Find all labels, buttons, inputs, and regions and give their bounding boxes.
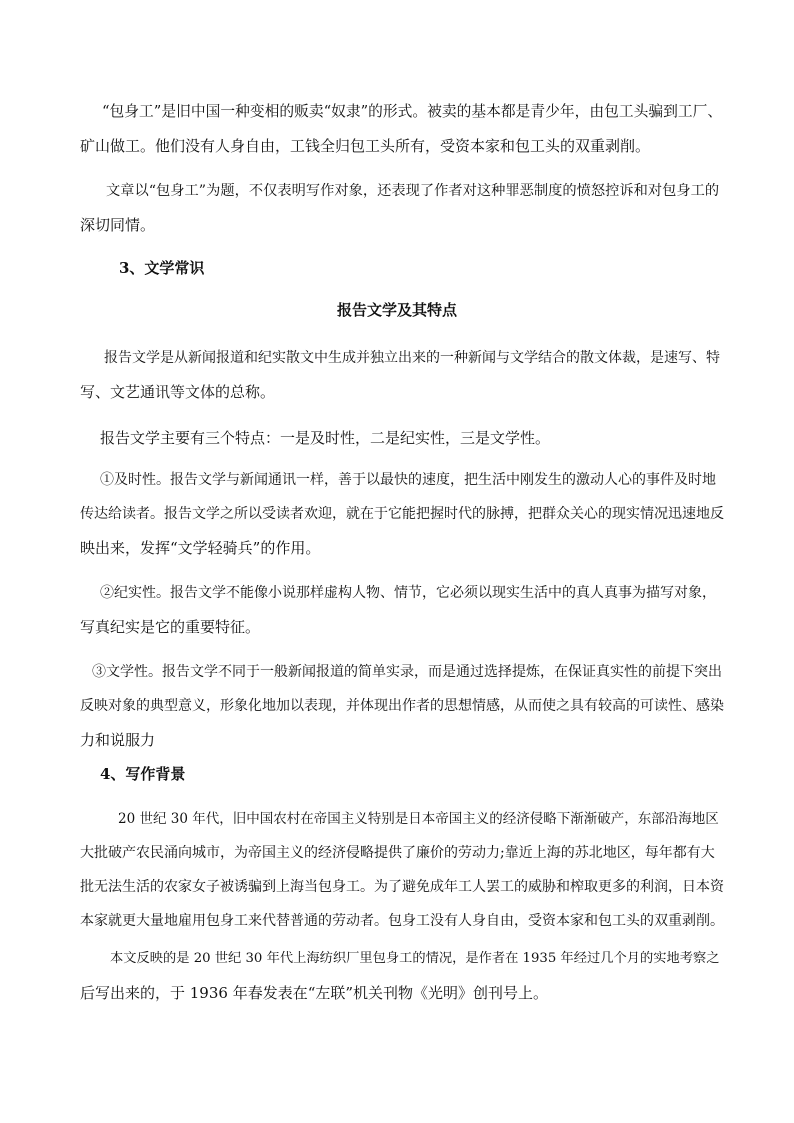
paragraph-line: 本文反映的是 20 世纪 30 年代上海纺织厂里包身工的情况，是作者在 1935 年经过几个月的实地考察之 <box>110 951 720 966</box>
paragraph-literariness <box>80 655 724 757</box>
paragraph-line: 力和说服力 <box>80 731 156 749</box>
paragraph-line: ③文学性。报告文学不同于一般新闻报道的简单实录，而是通过选择提炼，在保证真实性的前提下突出 <box>92 664 722 680</box>
paragraph-line: 批无法生活的农家女子被诱骗到上海当包身工。为了避免成年工人罢工的威胁和榨取更多的利润，日本资 <box>80 879 724 895</box>
paragraph-line: “包身工”是旧中国一种变相的贩卖“奴隶”的形式。被卖的基本都是青少年，由包工头骗到工厂、 <box>102 103 723 120</box>
paragraph-line: 文章以“包身工”为题，不仅表明写作对象，还表现了作者对这种罪恶制度的愤怒控诉和对包身工的 <box>106 183 720 199</box>
paragraph-line: 报告文学是从新闻报道和纪实散文中生成并独立出来的一种新闻与文学结合的散文体裁，是速写、特 <box>104 350 720 366</box>
paragraph-timeliness <box>80 463 724 565</box>
paragraph-line: 本家就更大量地雇用包身工来代替普通的劳动者。包身工没有人身自由，受资本家和包工头的双重剥削。 <box>80 913 724 929</box>
paragraph-historical-background <box>80 802 724 938</box>
paragraph-documentary <box>80 576 724 644</box>
paragraph-line: ②纪实性。报告文学不能像小说那样虚构人物、情节，它必须以现实生活中的真人真事为描写对象， <box>100 585 716 601</box>
paragraph-line: 矿山做工。他们没有人身自由，工钱全归包工头所有，受资本家和包工头的双重剥削。 <box>80 137 651 155</box>
paragraph-line: 映出来，发挥“文学轻骑兵”的作用。 <box>80 539 321 557</box>
paragraph-line: 写真纪实是它的重要特征。 <box>80 618 261 636</box>
paragraph-baoshengong-definition <box>80 95 724 163</box>
section-heading-literary-knowledge: 3、文学常识 <box>119 259 205 277</box>
paragraph-line: 写、文艺通讯等文体的总称。 <box>80 383 276 401</box>
paragraph-line: 反映对象的典型意义，形象化地加以表现，并体现出作者的思想情感，从而使之具有较高的可读性、感染 <box>80 698 724 714</box>
paragraph-line: 后写出来的，于 1936 年春发表在“左联”机关刊物《光明》创刊号上。 <box>80 984 549 1002</box>
subsection-title-report-literature: 报告文学及其特点 <box>336 301 457 319</box>
paragraph-three-features <box>80 421 724 455</box>
paragraph-line: ①及时性。报告文学与新闻通讯一样，善于以最快的速度，把生活中刚发生的激动人心的事件及时地 <box>100 472 716 488</box>
paragraph-line: 传达给读者。报告文学之所以受读者欢迎，就在于它能把握时代的脉搏，把群众关心的现实情况迅速地反 <box>80 506 724 522</box>
section-heading-writing-background: 4、写作背景 <box>100 765 186 783</box>
paragraph-publication-info <box>80 942 724 1010</box>
paragraph-line: 报告文学主要有三个特点：一是及时性，二是纪实性，三是文学性。 <box>100 429 551 447</box>
paragraph-line: 深切同情。 <box>80 216 156 234</box>
paragraph-line: 20 世纪 30 年代，旧中国农村在帝国主义特别是日本帝国主义的经济侵略下渐渐破产，东部沿海地区 <box>118 811 719 827</box>
paragraph-line: 大批破产农民涌向城市，为帝国主义的经济侵略提供了廉价的劳动力;靠近上海的苏北地区，每年都有大 <box>80 845 715 861</box>
paragraph-report-definition <box>80 341 724 409</box>
paragraph-title-meaning <box>80 174 724 242</box>
